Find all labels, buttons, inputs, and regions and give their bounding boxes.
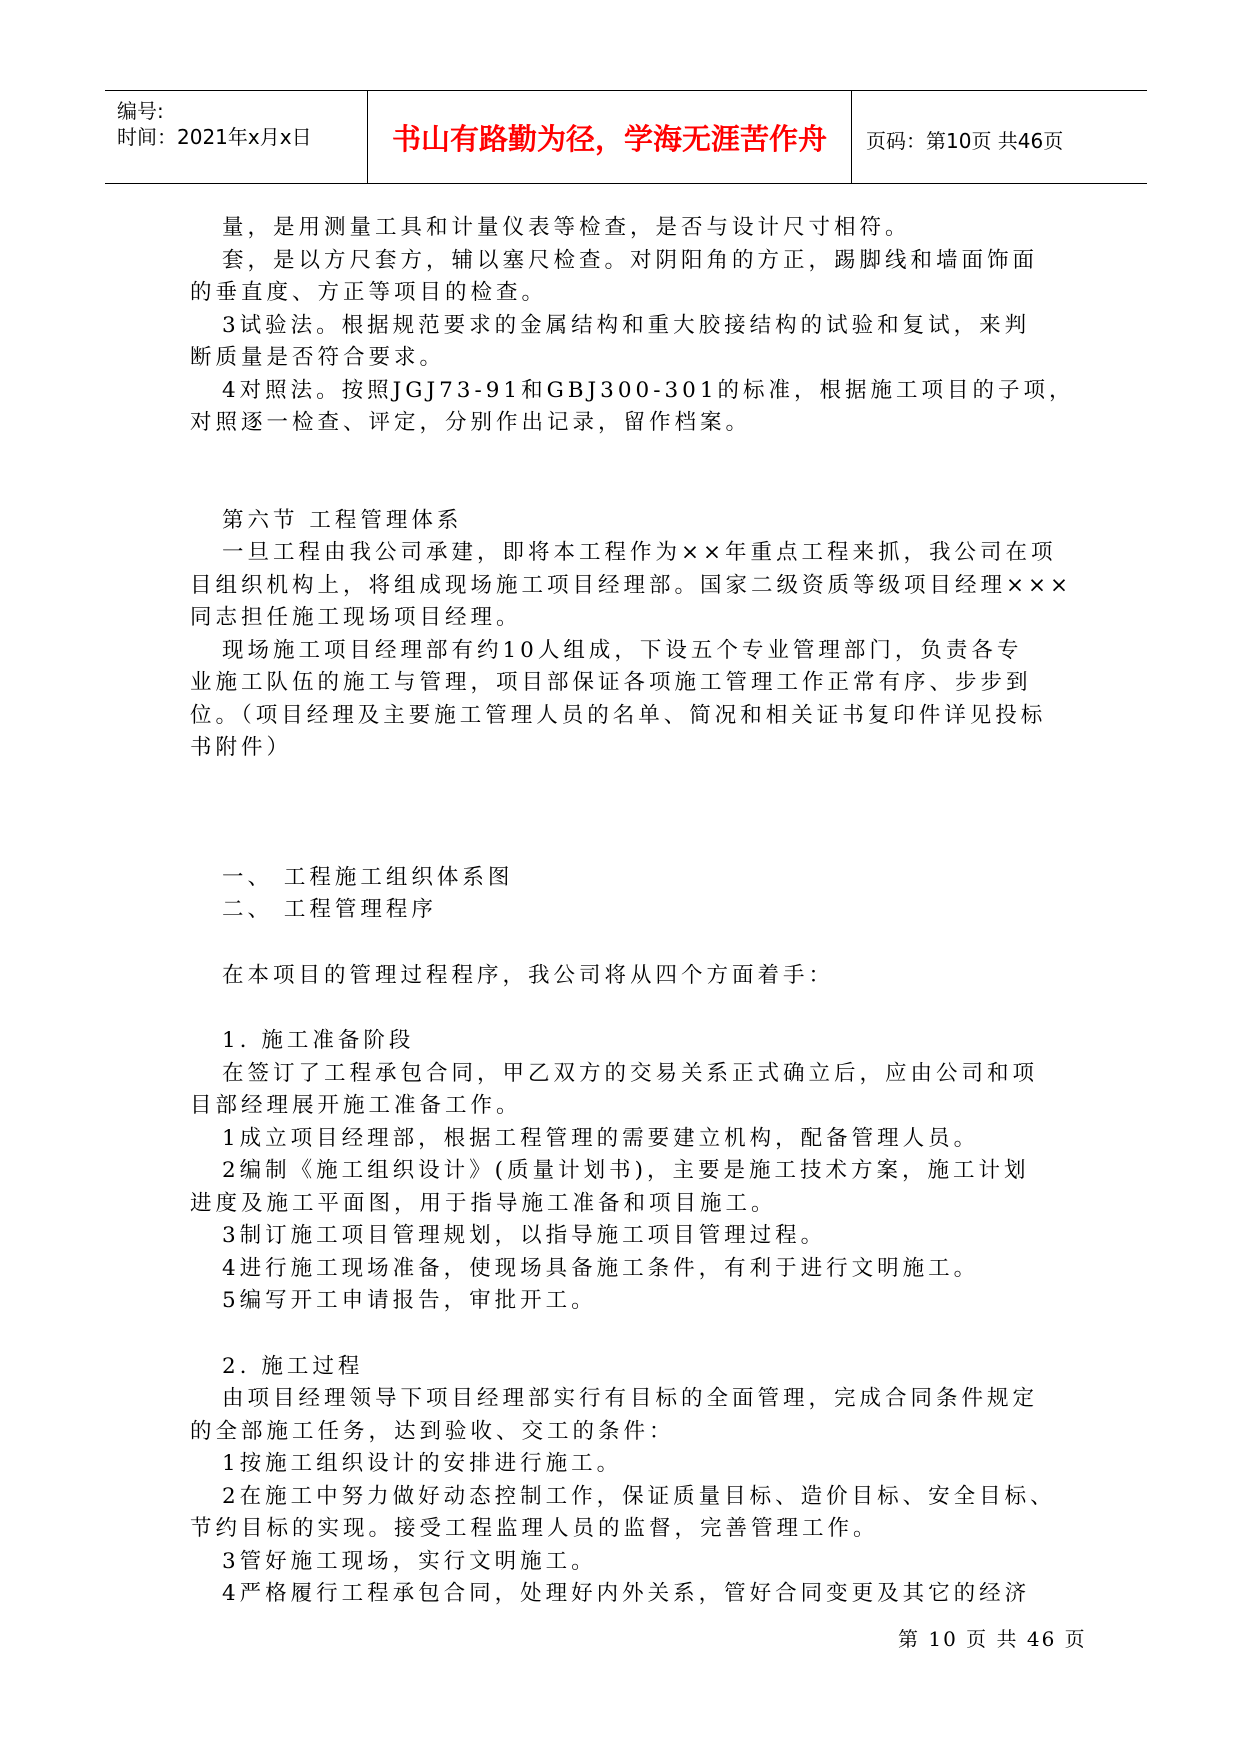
body-line: 断质量是否符合要求。 (190, 345, 446, 370)
header-motto-cell (368, 91, 852, 183)
body-line: 套，是以方尺套方，辅以塞尺检查。对阴阳角的方正，踢脚线和墙面饰面 (222, 247, 1039, 273)
page-footer: 第 10 页 共 46 页 (898, 1627, 1087, 1651)
paragraph-line: 位。（项目经理及主要施工管理人员的名单、简况和相关证书复印件详见投标 (190, 702, 1047, 728)
paragraph-line: 业施工队伍的施工与管理，项目部保证各项施工管理工作正常有序、步步到 (190, 670, 1032, 695)
paragraph-line: 目组织机构上，将组成现场施工项目经理部。国家二级资质等级项目经理××× (190, 572, 1073, 598)
stage-line: 进度及施工平面图，用于指导施工准备和项目施工。 (190, 1190, 777, 1216)
stage-line: 在签订了工程承包合同，甲乙双方的交易关系正式确立后，应由公司和项 (222, 1060, 1039, 1086)
stage-line: 节约目标的实现。接受工程监理人员的监督，完善管理工作。 (190, 1516, 879, 1541)
body-line: 对照逐一检查、评定，分别作出记录，留作档案。 (190, 410, 752, 435)
paragraph-line: 书附件） (190, 735, 293, 760)
header-page-info: 页码：第10页 共46页 (866, 129, 1064, 153)
stage-line: 3制订施工项目管理规划，以指导施工项目管理过程。 (222, 1223, 827, 1248)
stage-line: 2在施工中努力做好动态控制工作，保证质量目标、造价目标、安全目标、 (222, 1483, 1056, 1509)
header-info-cell (105, 91, 368, 183)
list-item: 二、 工程管理程序 (222, 897, 437, 922)
body-line: 的垂直度、方正等项目的检查。 (190, 280, 548, 305)
document-date-label: 时间：2021年x月x日 (117, 125, 312, 149)
header-page-cell (852, 91, 1147, 183)
body-line: 量，是用测量工具和计量仪表等检查，是否与设计尺寸相符。 (222, 215, 911, 240)
header-motto: 书山有路勤为径，学海无涯苦作舟 (391, 122, 827, 156)
stage-line: 1按施工组织设计的安排进行施工。 (222, 1451, 623, 1476)
stage-line: 4严格履行工程承包合同，处理好内外关系，管好合同变更及其它的经济 (222, 1581, 1031, 1606)
stage-line: 4进行施工现场准备，使现场具备施工条件，有利于进行文明施工。 (222, 1255, 980, 1281)
paragraph-line: 同志担任施工现场项目经理。 (190, 605, 522, 630)
stage-line: 1成立项目经理部，根据工程管理的需要建立机构，配备管理人员。 (222, 1125, 980, 1151)
body-line: 4对照法。按照JGJ73-91和GBJ300-301的标准，根据施工项目的子项， (222, 377, 1075, 403)
body-line: 3试验法。根据规范要求的金属结构和重大胶接结构的试验和复试，来判 (222, 312, 1031, 338)
stage-line: 目部经理展开施工准备工作。 (190, 1093, 522, 1118)
stage-line: 5编写开工申请报告，审批开工。 (222, 1288, 597, 1313)
document-number-label: 编号: (117, 99, 164, 123)
stage-line: 的全部施工任务，达到验收、交工的条件： (190, 1418, 675, 1444)
stage-line: 2编制《施工组织设计》(质量计划书)，主要是施工技术方案，施工计划 (222, 1158, 1030, 1183)
stage-title: 1. 施工准备阶段 (222, 1028, 415, 1053)
page-header (105, 90, 1147, 184)
section-title: 第六节 工程管理体系 (222, 507, 463, 533)
list-item: 一、 工程施工组织体系图 (222, 864, 514, 890)
intro-line: 在本项目的管理过程程序，我公司将从四个方面着手： (222, 962, 835, 988)
stage-line: 3管好施工现场，实行文明施工。 (222, 1548, 597, 1574)
stage-line: 由项目经理领导下项目经理部实行有目标的全面管理，完成合同条件规定 (222, 1386, 1039, 1411)
paragraph-line: 现场施工项目经理部有约10人组成，下设五个专业管理部门，负责各专 (222, 637, 1023, 663)
paragraph-line: 一旦工程由我公司承建，即将本工程作为××年重点工程来抓，我公司在项 (222, 540, 1057, 565)
document-body (190, 212, 1075, 1611)
stage-title: 2. 施工过程 (222, 1353, 364, 1379)
